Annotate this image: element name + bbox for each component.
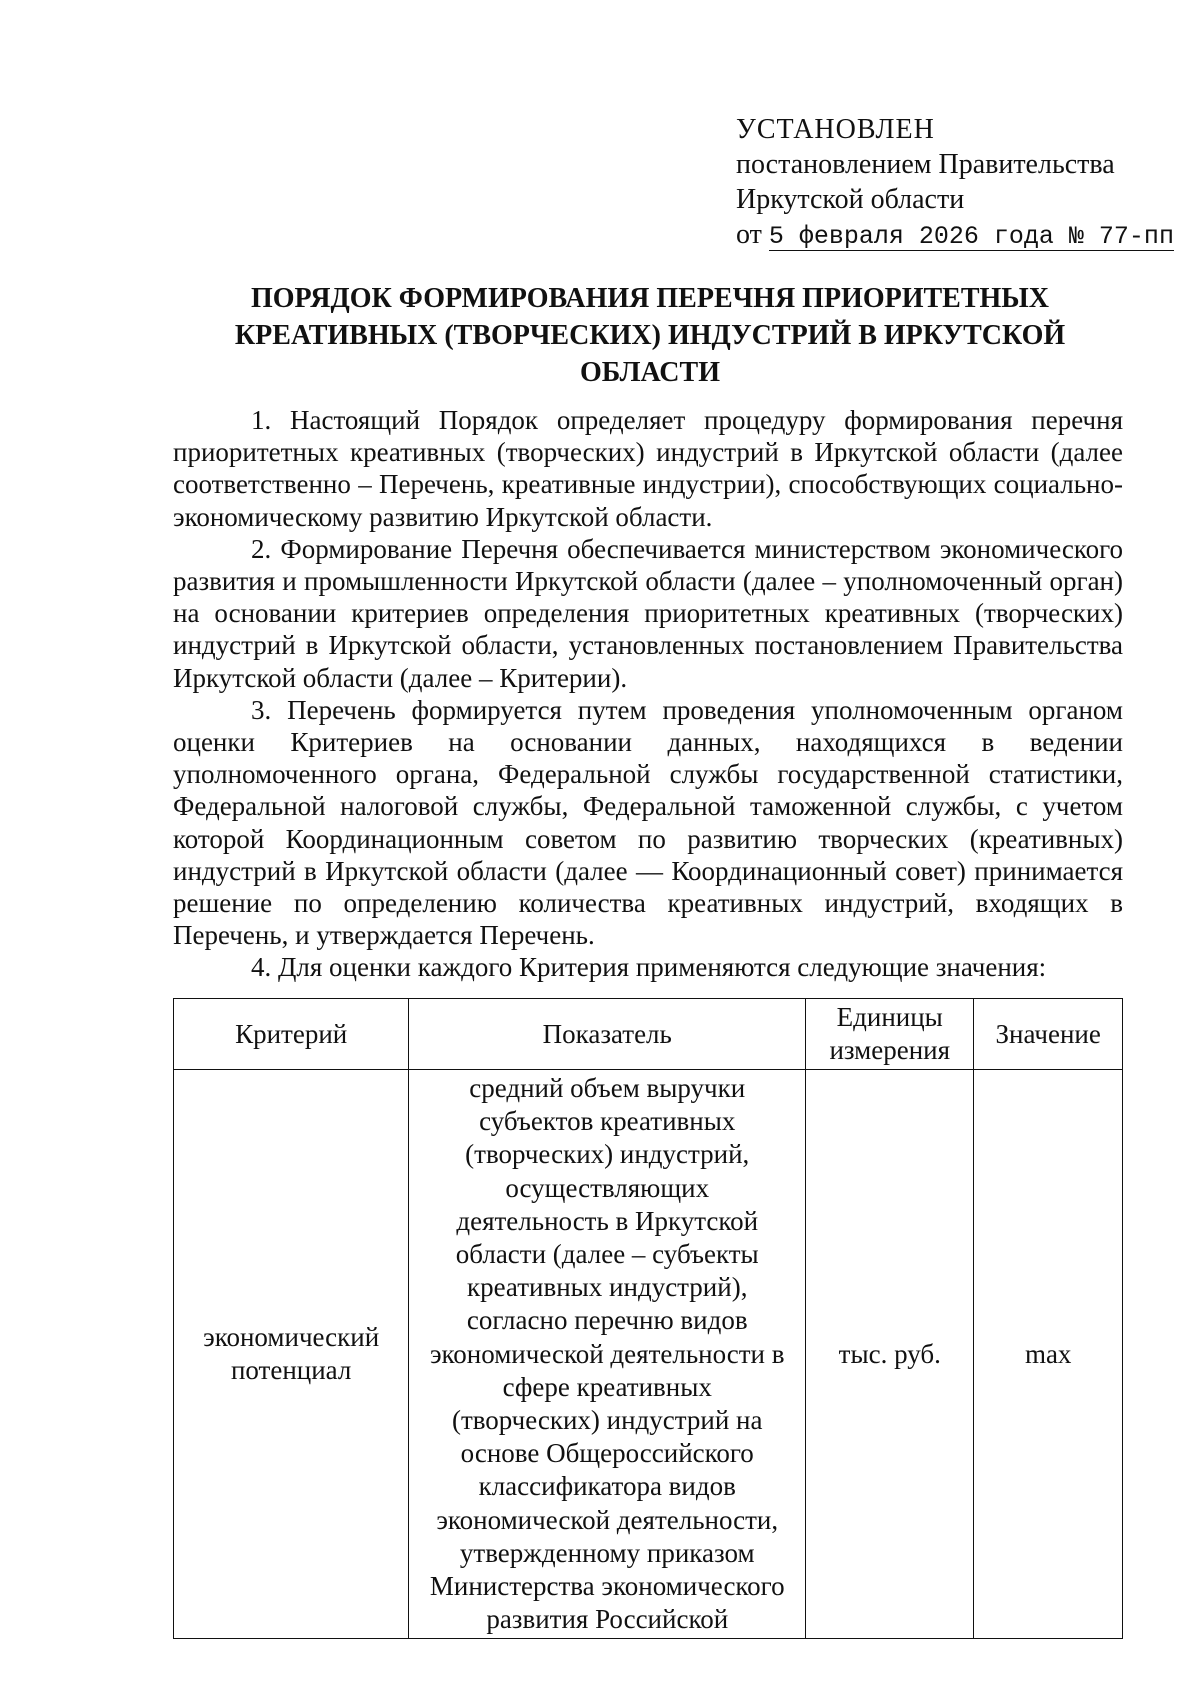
header-criterion: Критерий: [174, 999, 409, 1070]
header-indicator: Показатель: [409, 999, 806, 1070]
cell-value: max: [974, 1070, 1123, 1639]
paragraph-2: 2. Формирование Перечня обеспечивается министерством экономического развития и промышленности Иркутской области (далее – уполномоченный орган) на основании критериев определения приоритетных креативных (творческих) индустрий в Иркутской области, установленных постановлением Правительства Иркутской области (далее – Критерии).: [173, 533, 1123, 693]
paragraph-4: 4. Для оценки каждого Критерия применяются следующие значения:: [251, 952, 1047, 983]
cell-criterion: экономический потенциал: [174, 1070, 409, 1639]
table-row: [174, 1070, 1123, 1639]
approval-date-line: [736, 217, 1174, 252]
table-header-row: [174, 999, 1123, 1070]
header-value: Значение: [974, 999, 1123, 1070]
header-units: Единицы измерения: [806, 999, 974, 1070]
approval-line-2: постановлением Правительства: [736, 149, 1115, 180]
cell-units: тыс. руб.: [806, 1070, 974, 1639]
cell-indicator: средний объем выручки субъектов креативных (творческих) индустрий, осуществляющих деятельность в Иркутской области (далее – субъекты креативных индустрий), согласно перечню видов экономической деятельности в сфере креативных (творческих) индустрий на основе Общероссийского классификатора видов экономической деятельности, утвержденному приказом Министерства экономического развития Российской: [409, 1070, 806, 1639]
document-body: [173, 404, 1123, 984]
document-title: ПОРЯДОК ФОРМИРОВАНИЯ ПЕРЕЧНЯ ПРИОРИТЕТНЫХ КРЕАТИВНЫХ (ТВОРЧЕСКИХ) ИНДУСТРИЙ В ИРКУТСКОЙ ОБЛАСТИ: [234, 283, 1066, 388]
approval-stamp: [736, 112, 1174, 252]
approval-heading: УСТАНОВЛЕН: [736, 114, 935, 145]
paragraph-1: 1. Настоящий Порядок определяет процедуру формирования перечня приоритетных креативных (творческих) индустрий в Иркутской области (далее соответственно – Перечень, креативные индустрии), способствующих социально-экономическому развитию Иркутской области.: [173, 405, 1123, 532]
approval-date-prefix: от: [736, 219, 762, 250]
approval-date-value: 5 февраля 2026 года № 77-пп: [768, 222, 1174, 251]
paragraph-3: 3. Перечень формируется путем проведения уполномоченным органом оценки Критериев на основании данных, находящихся в ведении уполномоченного органа, Федеральной службы государственной статистики, Федеральной налоговой службы, Федеральной таможенной службы, с учетом которой Координационным советом по развитию творческих (креативных) индустрий в Иркутской области (далее — Координационный совет) принимается решение по определению количества креативных индустрий, входящих в Перечень, и утверждается Перечень.: [173, 694, 1123, 951]
criteria-table: [173, 998, 1123, 1639]
approval-line-3: Иркутской области: [736, 184, 965, 215]
